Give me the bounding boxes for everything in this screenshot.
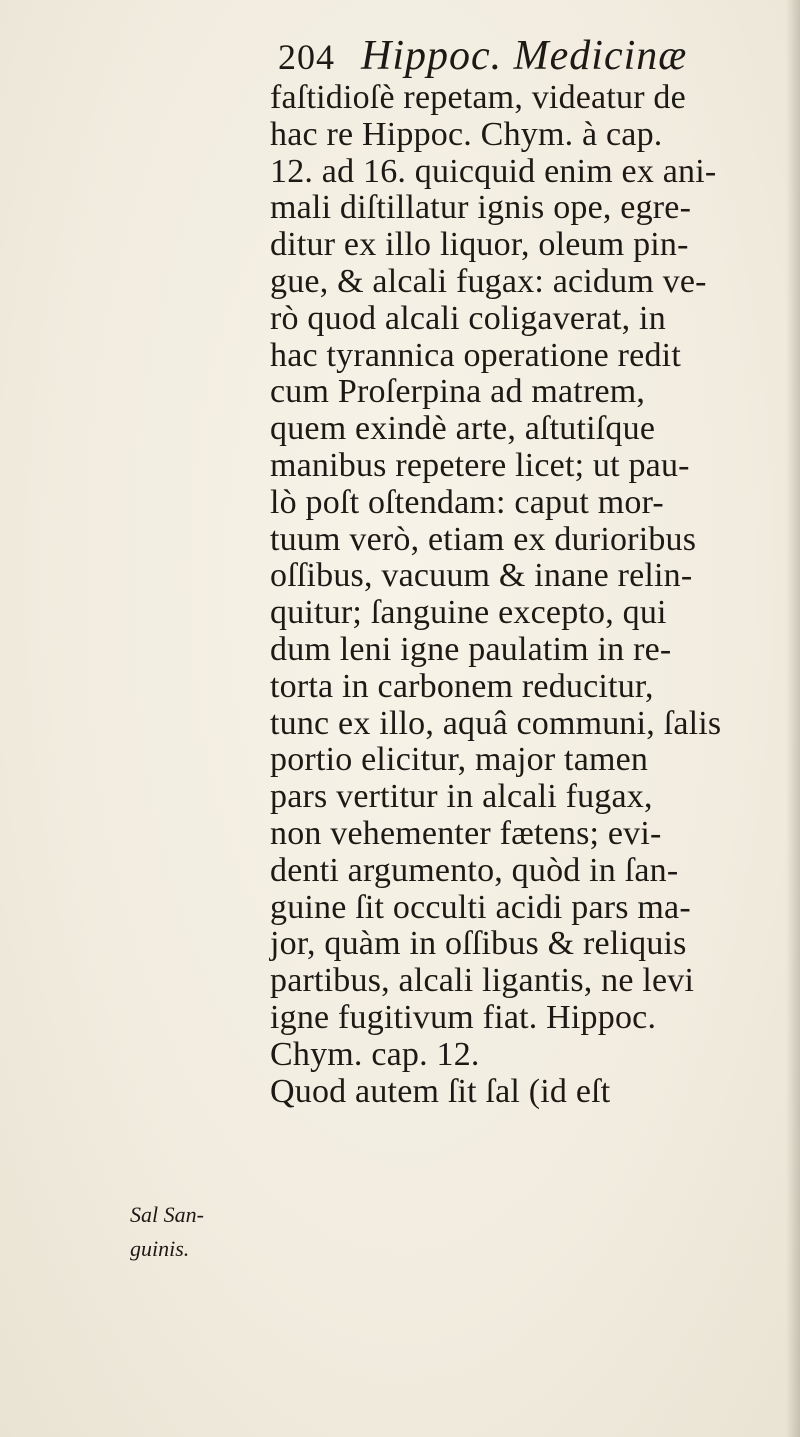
text-line: ditur ex illo liquor, oleum pin-: [270, 226, 689, 264]
text-line: oſſibus, vacuum & inane relin-: [270, 557, 693, 595]
text-line: dum leni igne paulatim in re-: [270, 630, 672, 668]
text-line: 12. ad 16. quicquid enim ex ani-: [270, 152, 717, 190]
text-line: mali diſtillatur ignis ope, egre-: [270, 189, 692, 227]
running-title: Hippoc. Medicinæ: [361, 33, 688, 79]
page-header: [278, 32, 778, 86]
text-line: tunc ex illo, aquâ communi, ſalis: [270, 704, 722, 742]
text-line: guine ſit occulti acidi pars ma-: [270, 888, 691, 926]
text-line: partibus, alcali ligantis, ne levi: [270, 962, 695, 1000]
marginal-note: [130, 1198, 260, 1266]
text-line: igne fugitivum fiat. Hippoc.: [270, 998, 657, 1036]
text-line: Chym. cap. 12.: [270, 1035, 480, 1073]
text-line: quem exindè arte, aſtutiſque: [270, 410, 656, 448]
marginal-note-line: guinis.: [130, 1236, 190, 1261]
text-line: manibus repetere licet; ut pau-: [270, 446, 690, 484]
marginal-note-line: Sal San-: [130, 1202, 204, 1227]
text-line: rò quod alcali coligaverat, in: [270, 299, 666, 337]
text-line: faſtidioſè repetam, videatur de: [270, 79, 686, 116]
text-line: torta in carbonem reducitur,: [270, 667, 654, 705]
text-line: denti argumento, quòd in ſan-: [270, 851, 679, 889]
text-line: gue, & alcali fugax: acidum ve-: [270, 262, 707, 300]
text-line: hac tyrannica operatione redit: [270, 336, 681, 374]
text-line: tuum verò, etiam ex durioribus: [270, 520, 697, 558]
text-line: non vehementer fætens; evi-: [270, 814, 662, 852]
text-line: portio elicitur, major tamen: [270, 741, 649, 779]
text-line: jor, quàm in oſſibus & reliquis: [270, 925, 687, 963]
body-text: [270, 80, 790, 1110]
text-line: lò poſt oſtendam: caput mor-: [270, 483, 664, 521]
text-line: cum Proſerpina ad matrem,: [270, 373, 646, 411]
text-line: Quod autem ſit ſal (id eſt: [270, 1072, 611, 1110]
text-line: quitur; ſanguine excepto, qui: [270, 594, 667, 632]
text-line: pars vertitur in alcali fugax,: [270, 778, 653, 816]
page-number: 204: [278, 37, 335, 77]
text-line: hac re Hippoc. Chym. à cap.: [270, 115, 663, 153]
